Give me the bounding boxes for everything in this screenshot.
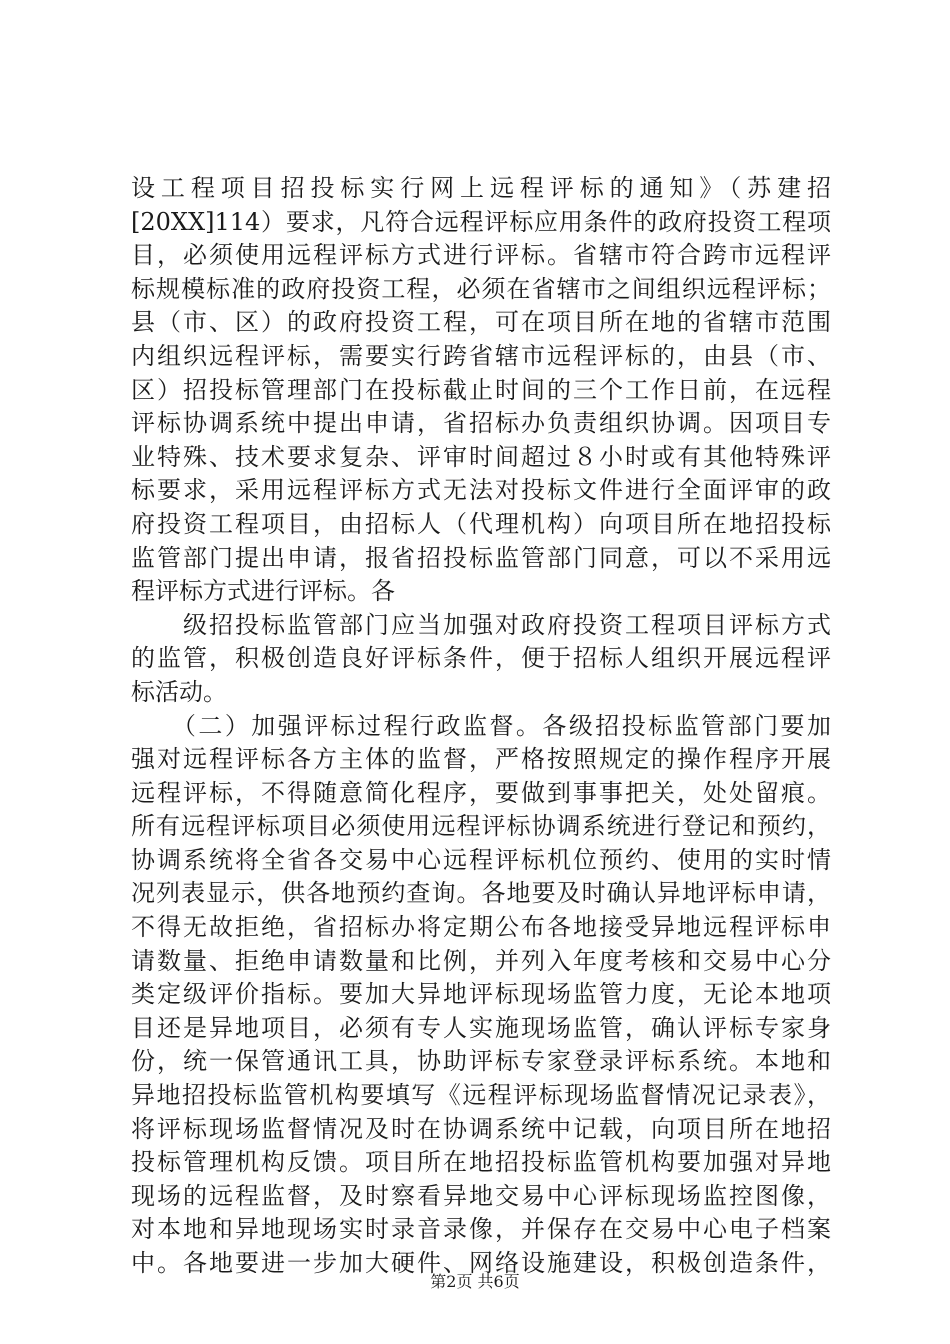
text-line: 的监管，积极创造良好评标条件，便于招标人组织开展远程评 bbox=[131, 644, 831, 673]
text-line: 将评标现场监督情况及时在协调系统中记载，向项目所在地招 bbox=[131, 1114, 831, 1143]
text-line: 设工程项目招投标实行网上远程评标的通知》（苏建招 bbox=[131, 174, 831, 202]
text-line: 投标管理机构反馈。项目所在地招投标监管机构要加强对异地 bbox=[131, 1148, 831, 1177]
page-footer: 第2页 共6页 bbox=[430, 1272, 520, 1291]
text-line: 不得无故拒绝，省招标办将定期公布各地接受异地远程评标申 bbox=[131, 913, 831, 942]
text-line: 类定级评价指标。要加大异地评标现场监管力度，无论本地项 bbox=[131, 980, 831, 1009]
text-line: 请数量、拒绝申请数量和比例，并列入年度考核和交易中心分 bbox=[131, 946, 831, 975]
text-line: 中。各地要进一步加大硬件、网络设施建设，积极创造条件， bbox=[131, 1249, 831, 1277]
text-line: 区）招投标管理部门在投标截止时间的三个工作日前，在远程 bbox=[131, 375, 831, 404]
text-line: 况列表显示，供各地预约查询。各地要及时确认异地评标申请， bbox=[131, 879, 831, 908]
text-line: （二）加强评标过程行政监督。各级招投标监管部门要加 bbox=[131, 711, 831, 740]
text-line: [20XX]114）要求，凡符合远程评标应用条件的政府投资工程项 bbox=[131, 207, 831, 236]
text-line: 标要求，采用远程评标方式无法对投标文件进行全面评审的政 bbox=[131, 476, 831, 505]
text-line: 远程评标，不得随意简化程序，要做到事事把关，处处留痕。 bbox=[131, 778, 831, 807]
text-line: 协调系统将全省各交易中心远程评标机位预约、使用的实时情 bbox=[131, 845, 831, 874]
body-text bbox=[131, 172, 831, 1281]
text-line: 级招投标监管部门应当加强对政府投资工程项目评标方式 bbox=[131, 610, 831, 639]
text-line: 对本地和异地现场实时录音录像，并保存在交易中心电子档案 bbox=[131, 1215, 831, 1244]
text-line: 内组织远程评标，需要实行跨省辖市远程评标的，由县（市、 bbox=[131, 341, 831, 370]
text-line: 所有远程评标项目必须使用远程评标协调系统进行登记和预约， bbox=[131, 812, 831, 841]
text-line: 目，必须使用远程评标方式进行评标。省辖市符合跨市远程评 bbox=[131, 241, 831, 270]
text-line: 异地招投标监管机构要填写《远程评标现场监督情况记录表》， bbox=[131, 1081, 831, 1110]
text-line: 业特殊、技术要求复杂、评审时间超过８小时或有其他特殊评 bbox=[131, 442, 831, 471]
text-line: 县（市、区）的政府投资工程，可在项目所在地的省辖市范围 bbox=[131, 308, 831, 337]
text-line: 目还是异地项目，必须有专人实施现场监管，确认评标专家身 bbox=[131, 1013, 831, 1042]
text-line: 监管部门提出申请，报省招投标监管部门同意，可以不采用远 bbox=[131, 543, 831, 572]
text-line: 份，统一保管通讯工具，协助评标专家登录评标系统。本地和 bbox=[131, 1047, 831, 1076]
text-line: 现场的远程监督，及时察看异地交易中心评标现场监控图像， bbox=[131, 1181, 831, 1210]
text-line: 标活动。 bbox=[131, 677, 227, 706]
text-line: 府投资工程项目，由招标人（代理机构）向项目所在地招投标 bbox=[131, 509, 831, 538]
text-line: 强对远程评标各方主体的监督，严格按照规定的操作程序开展 bbox=[131, 745, 831, 774]
text-line: 评标协调系统中提出申请，省招标办负责组织协调。因项目专 bbox=[131, 409, 831, 438]
text-line: 标规模标准的政府投资工程，必须在省辖市之间组织远程评标； bbox=[131, 274, 831, 303]
text-line: 程评标方式进行评标。各 bbox=[131, 577, 395, 606]
